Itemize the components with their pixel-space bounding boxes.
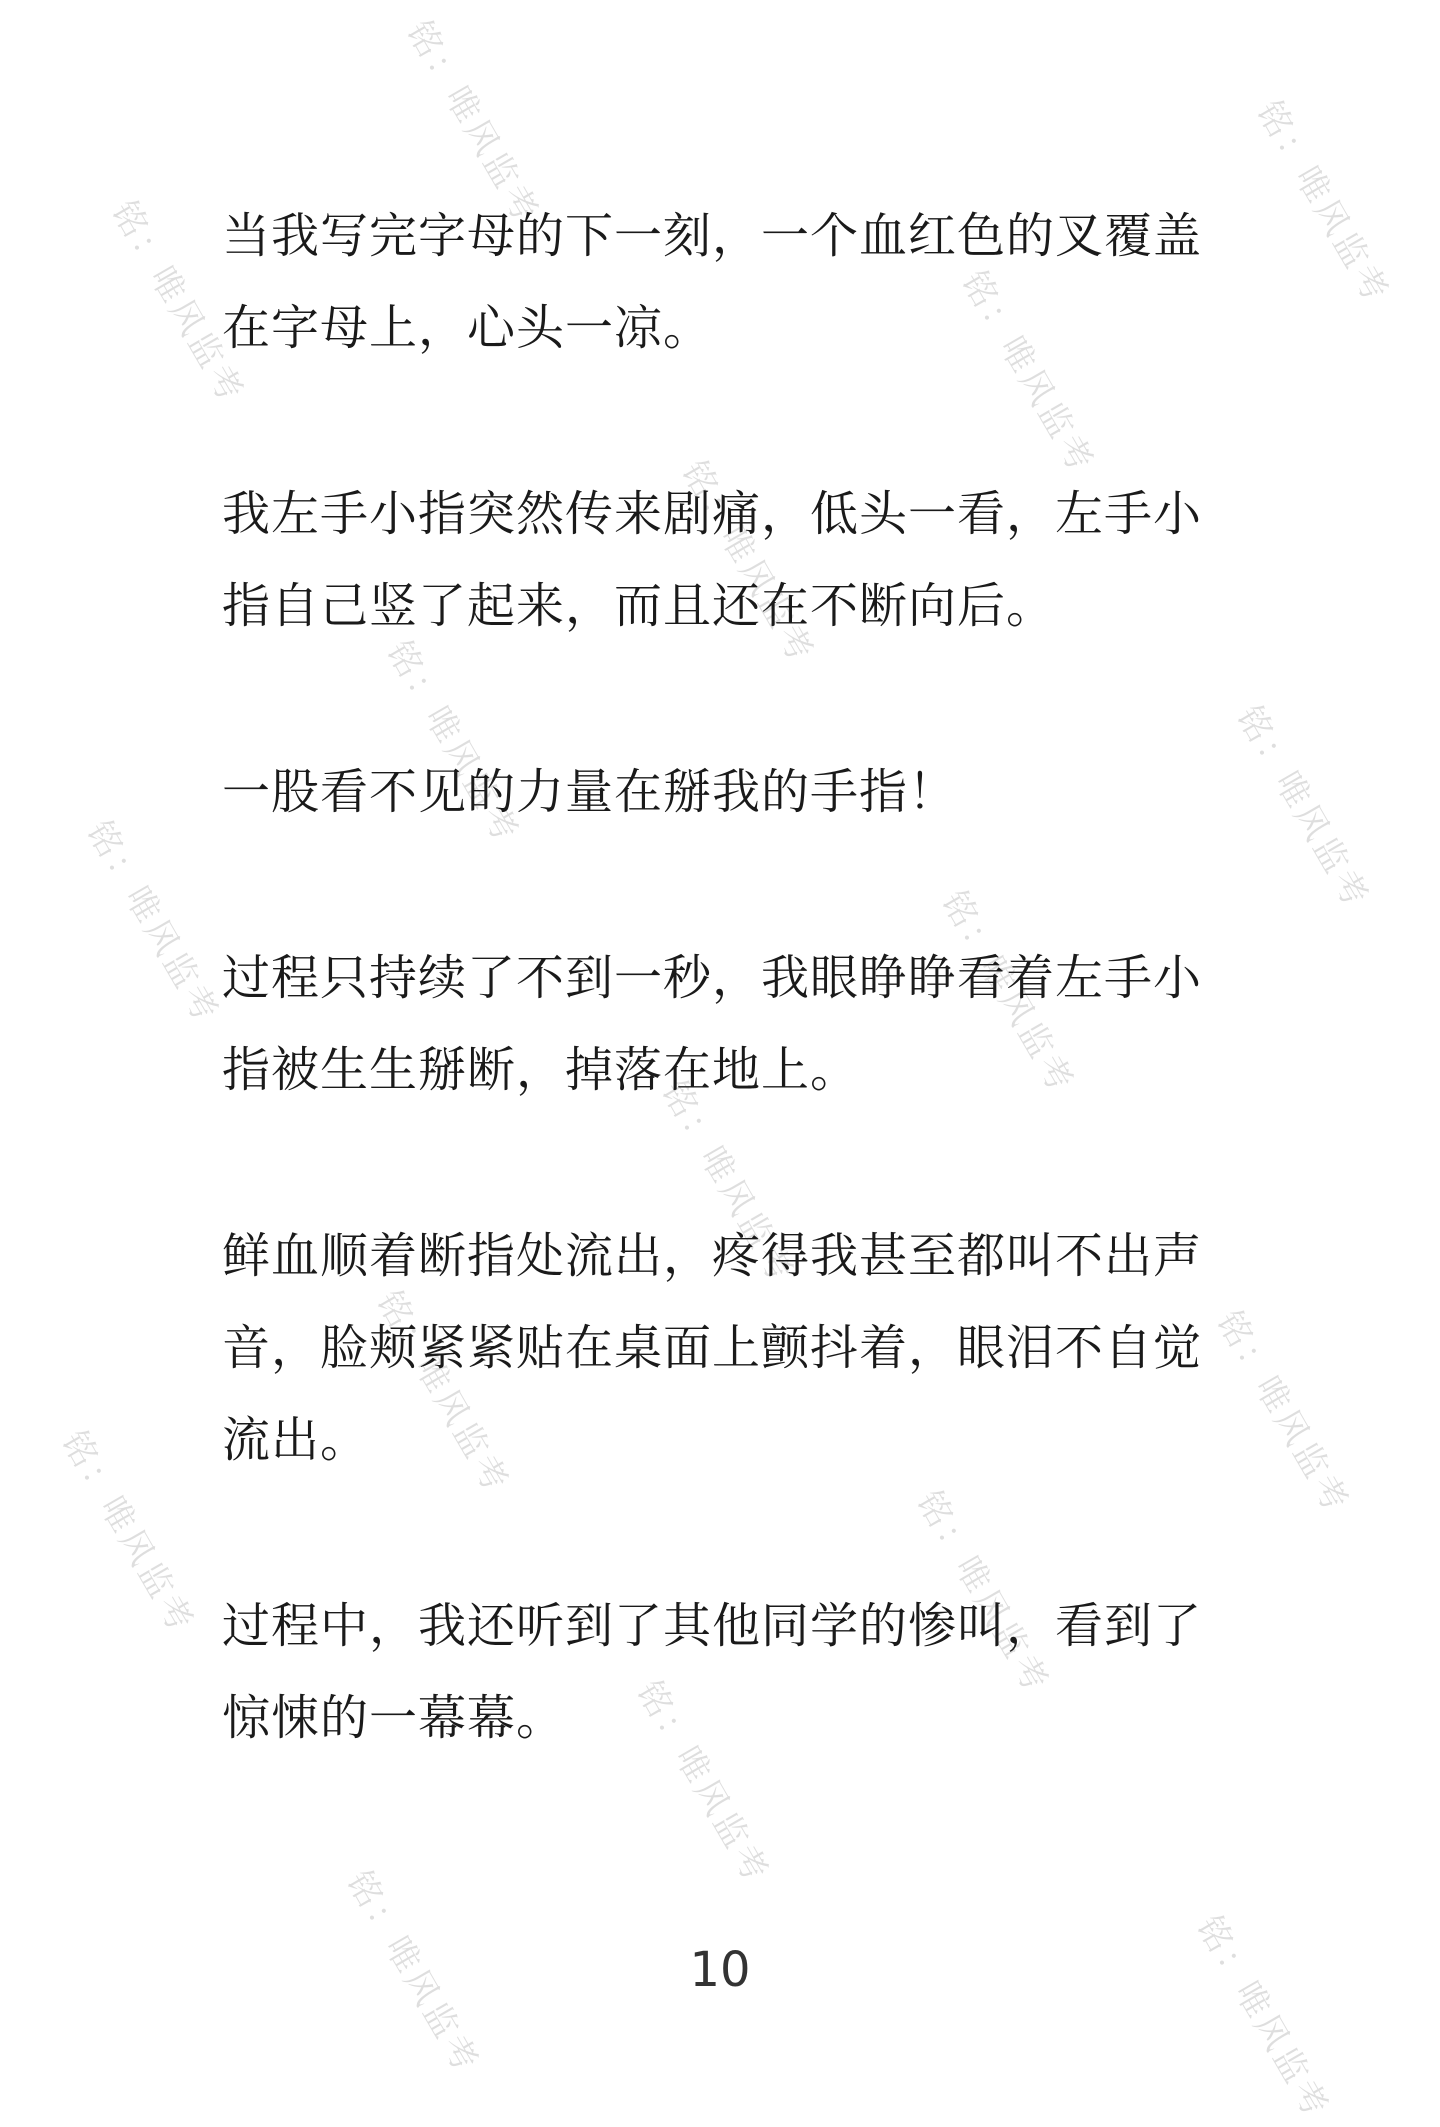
watermark: 铭：唯风监考 <box>53 1424 203 1642</box>
watermark: 铭：唯风监考 <box>953 264 1103 482</box>
watermark: 铭：唯风监考 <box>908 1484 1058 1702</box>
paragraph-6: 过程中，我还听到了其他同学的惨叫，看到了惊悚的一幕幕。 <box>222 1598 1203 1746</box>
paragraph-1: 当我写完字母的下一刻，一个血红色的叉覆盖在字母上，心头一凉。 <box>222 208 1203 356</box>
page-number: 10 <box>689 1942 751 1998</box>
watermark: 铭：唯风监考 <box>1248 94 1398 312</box>
watermark: 铭：唯风监考 <box>933 884 1083 1102</box>
paragraph-5: 鲜血顺着断指处流出，疼得我甚至都叫不出声音，脸颊紧紧贴在桌面上颤抖着，眼泪不自觉流出。 <box>222 1228 1203 1468</box>
watermark: 铭：唯风监考 <box>673 454 823 672</box>
watermark: 铭：唯风监考 <box>398 14 548 232</box>
watermark: 铭：唯风监考 <box>368 1284 518 1502</box>
watermark: 铭：唯风监考 <box>78 814 228 1032</box>
watermark: 铭：唯风监考 <box>1208 1304 1358 1522</box>
watermark: 铭：唯风监考 <box>1228 699 1378 917</box>
paragraph-4: 过程只持续了不到一秒，我眼睁睁看着左手小指被生生掰断，掉落在地上。 <box>222 950 1203 1098</box>
watermark: 铭：唯风监考 <box>653 1074 803 1292</box>
watermark: 铭：唯风监考 <box>628 1674 778 1892</box>
paragraph-3: 一股看不见的力量在掰我的手指！ <box>222 764 958 820</box>
paragraph-2: 我左手小指突然传来剧痛，低头一看，左手小指自己竖了起来，而且还在不断向后。 <box>222 486 1203 634</box>
watermark: 铭：唯风监考 <box>378 634 528 852</box>
watermark: 铭：唯风监考 <box>338 1864 488 2082</box>
watermark: 铭：唯风监考 <box>103 194 253 412</box>
watermark: 铭：唯风监考 <box>1188 1909 1338 2127</box>
body-text <box>222 190 1222 1858</box>
